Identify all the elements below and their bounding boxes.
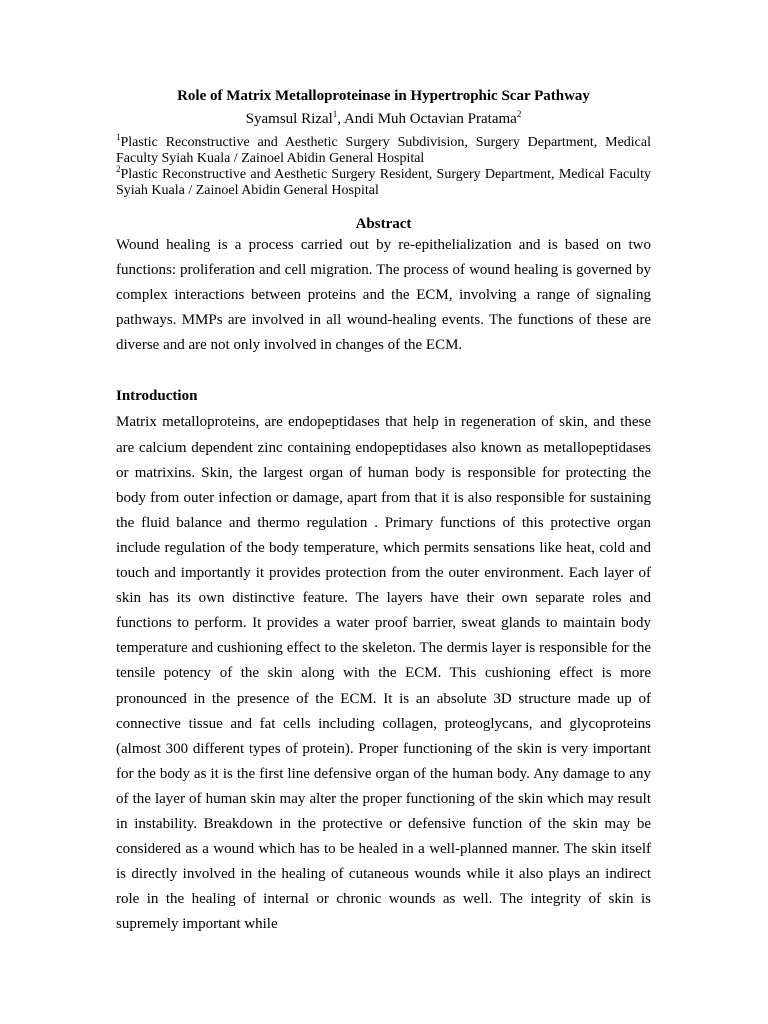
introduction-heading: Introduction (116, 388, 198, 405)
author-affiliation-mark: 2 (516, 109, 522, 119)
affiliation (116, 164, 651, 199)
abstract-text: Wound healing is a process carried out by re-epithelialization and is based on two functions: proliferation and cell migration. The process of wound healing is governed by complex interactions between proteins and the ECM, involving a range of signaling pathways. MMPs are involved in all wound-healing events. The functions of these are diverse and are not only involved in changes of the ECM. (116, 237, 651, 354)
author-separator: , (337, 111, 344, 127)
introduction-text: Matrix metalloproteins, are endopeptidases that help in regeneration of skin, and these are calcium dependent zinc containing endopeptidases also known as metallopeptidases or matrixins. Skin, the largest organ of human body is responsible for protecting the body from outer infection or damage, apart from that it is also responsible for sustaining the fluid balance and thermo regulation . Primary functions of this protective organ include regulation of the body temperature, which permits sensations like heat, cold and touch and importantly it provides protection from the outer environment. Each layer of skin has its own distinctive feature. The layers have their own separate roles and functions to perform. It provides a water proof barrier, sweat glands to maintain body temperature and cushioning effect to the skeleton. The dermis layer is responsible for the tensile potency of the skin along with the ECM. This cushioning effect is more pronounced in the presence of the ECM. It is an absolute 3D structure made up of connective tissue and fat cells including collagen, proteoglycans, and glycoproteins (almost 300 different types of protein). Proper functioning of the skin is very important for the body as it is the first line defensive organ of the human body. Any damage to any of the layer of human skin may alter the proper functioning of the skin which may result in instability. Breakdown in the protective or defensive function of the skin may be considered as a wound which has to be healed in a well-planned manner. The skin itself is directly involved in the healing of cutaneous wounds while it also plays an indirect role in the healing of internal or chronic wounds as well. The integrity of skin is supremely important while (116, 414, 651, 933)
affiliation-mark: 2 (116, 164, 121, 174)
author-line (116, 109, 651, 129)
affiliation-text: Plastic Reconstructive and Aesthetic Surgery Subdivision, Surgery Department, Medical Faculty Syiah Kuala / Zainoel Abidin General Hospital (116, 135, 651, 166)
author-affiliation-mark: 1 (332, 109, 338, 119)
author-name: Syamsul Rizal (245, 111, 333, 127)
page-content (116, 86, 651, 937)
abstract-heading: Abstract (355, 216, 412, 232)
author-name: Andi Muh Octavian Pratama (343, 111, 517, 127)
paper-title: Role of Matrix Metalloproteinase in Hypertrophic Scar Pathway (177, 88, 590, 104)
affiliation (116, 132, 651, 167)
affiliation-mark: 1 (116, 132, 121, 142)
affiliation-text: Plastic Reconstructive and Aesthetic Surgery Resident, Surgery Department, Medical Faculty Syiah Kuala / Zainoel Abidin General Hospital (116, 167, 651, 198)
